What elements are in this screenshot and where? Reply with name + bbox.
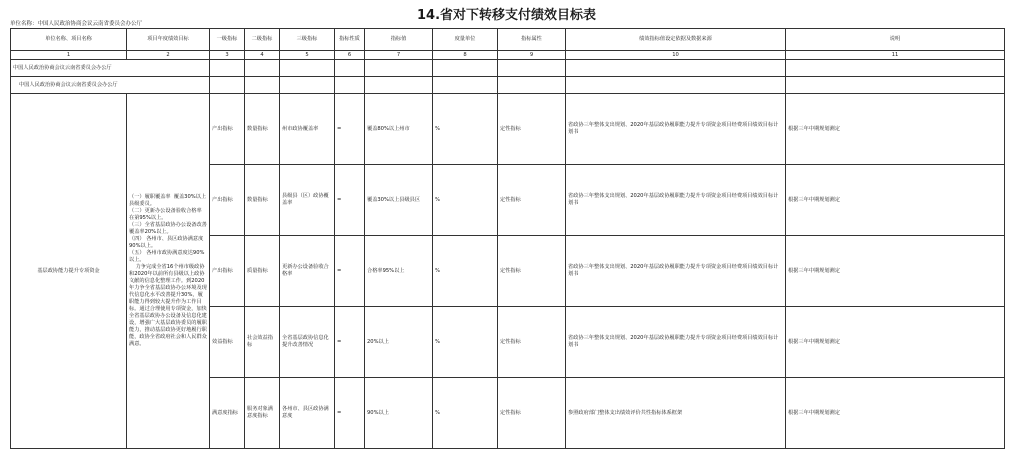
- page-title: 14.省对下转移支付绩效目标表: [416, 8, 597, 23]
- remark: 根据三年中期规划测定: [786, 165, 1005, 236]
- level1-indicator: 产出指标: [210, 165, 245, 236]
- indicator-value: 覆盖30%以上县级县区: [365, 165, 433, 236]
- basis-source: 省政协三年整体支出规划、2020年基层政协履职能力提升专项资金项目经费项目绩效目标计划书: [566, 236, 786, 307]
- remark: 根据三年中期规划测定: [786, 94, 1005, 165]
- indicator-nature: =: [335, 165, 365, 236]
- project-name: 基层政协能力提升专项资金: [11, 94, 127, 449]
- header-cell: 项目年度绩效目标: [127, 29, 210, 51]
- level1-indicator: 产出指标: [210, 94, 245, 165]
- indicator-value: 90%以上: [365, 378, 433, 449]
- basis-source: 省政协三年整体支出规划、2020年基层政协履职能力提升专项资金项目经费项目绩效目标计划书: [566, 307, 786, 378]
- indicator-attribute: 定性指标: [498, 307, 566, 378]
- column-number: 5: [280, 51, 335, 60]
- column-number: 10: [566, 51, 786, 60]
- header-cell: 二级指标: [245, 29, 280, 51]
- indicator-nature: =: [335, 307, 365, 378]
- indicator-attribute: 定性指标: [498, 165, 566, 236]
- header-cell: 指标属性: [498, 29, 566, 51]
- level3-indicator: 更新办公设备验收合格率: [280, 236, 335, 307]
- measure-unit: %: [433, 94, 498, 165]
- header-cell: 度量单位: [433, 29, 498, 51]
- measure-unit: %: [433, 236, 498, 307]
- indicator-value: 20%以上: [365, 307, 433, 378]
- remark: 根据三年中期规划测定: [786, 307, 1005, 378]
- column-number: 11: [786, 51, 1005, 60]
- column-number: 6: [335, 51, 365, 60]
- measure-unit: %: [433, 378, 498, 449]
- org-row: [11, 77, 1005, 94]
- level2-indicator: 社会效益指标: [245, 307, 280, 378]
- indicator-attribute: 定性指标: [498, 236, 566, 307]
- level2-indicator: 数量指标: [245, 94, 280, 165]
- header-cell: 绩效指标值设定依据及数据来源: [566, 29, 786, 51]
- basis-source: 省政协三年整体支出规划、2020年基层政协履职能力提升专项资金项目经费项目绩效目标计划书: [566, 165, 786, 236]
- header-cell: 说明: [786, 29, 1005, 51]
- level1-indicator: 效益指标: [210, 307, 245, 378]
- table-row: [11, 94, 1005, 165]
- header-cell: 指标值: [365, 29, 433, 51]
- level2-indicator: 服务对象满意度指标: [245, 378, 280, 449]
- basis-source: 省政协三年整体支出规划、2020年基层政协履职能力提升专项资金项目经费项目绩效目标计划书: [566, 94, 786, 165]
- column-number: 8: [433, 51, 498, 60]
- level3-indicator: 全省基层政协信息化提升改善情况: [280, 307, 335, 378]
- column-number: 9: [498, 51, 566, 60]
- org-name: 中国人民政治协商会议云南省委员会办公厅: [11, 60, 210, 77]
- header-cell: 指标性质: [335, 29, 365, 51]
- level3-indicator: 州市政协覆盖率: [280, 94, 335, 165]
- column-number: 3: [210, 51, 245, 60]
- org-name: 中国人民政治协商会议云南省委员会办公厅: [11, 77, 210, 94]
- measure-unit: %: [433, 165, 498, 236]
- level3-indicator: 县级县（区）政协覆盖率: [280, 165, 335, 236]
- header-cell: 一级指标: [210, 29, 245, 51]
- column-number: 7: [365, 51, 433, 60]
- org-row: [11, 60, 1005, 77]
- level3-indicator: 各州市、县区政协满意度: [280, 378, 335, 449]
- level1-indicator: 满意度指标: [210, 378, 245, 449]
- header-cell: 三级指标: [280, 29, 335, 51]
- column-number: 4: [245, 51, 280, 60]
- level2-indicator: 质量指标: [245, 236, 280, 307]
- remark: 根据三年中期规划测定: [786, 378, 1005, 449]
- header-row: [11, 29, 1005, 51]
- indicator-value: 合格率95%以上: [365, 236, 433, 307]
- remark: 根据三年中期规划测定: [786, 236, 1005, 307]
- column-number: 2: [127, 51, 210, 60]
- column-number-row: [11, 51, 1005, 60]
- unit-name-line: 单位名称：中国人民政治协商会议云南省委员会办公厅: [10, 21, 143, 27]
- header-cell: 单位名称、项目名称: [11, 29, 127, 51]
- indicator-attribute: 定性指标: [498, 94, 566, 165]
- column-number: 1: [11, 51, 127, 60]
- performance-target-table: [10, 28, 1005, 449]
- measure-unit: %: [433, 307, 498, 378]
- indicator-nature: =: [335, 94, 365, 165]
- annual-goal: （一）履职覆盖率 覆盖30%以上县级委员。 （二）更新办公设备验收合格率 在第95%以上。 （三）全省基层政协办公设备改善覆盖率20%以上。 （四） 各州市、县区政协满意度90%以上。 （五） 各州市政协满意度达90%以上。 力争完成全省16个州市级政协和2020年以前所有县级以上政协文献的信息化整理工作。到2020年力争全省基层政协办公环境及现代信息化水平改善提升30%，履职能力得到较大提升作为工作目标。通过合理使用专项资金，加快全省基层政协办公设备及信息化建设，增强广大基层政协委员的履职能力，推动基层政协更好地履行职能，政协全省政府社会和人民群众满意。: [127, 94, 210, 449]
- level2-indicator: 数量指标: [245, 165, 280, 236]
- indicator-value: 覆盖80%以上州市: [365, 94, 433, 165]
- indicator-nature: =: [335, 378, 365, 449]
- indicator-nature: =: [335, 236, 365, 307]
- level1-indicator: 产出指标: [210, 236, 245, 307]
- indicator-attribute: 定性指标: [498, 378, 566, 449]
- basis-source: 参照政府部门整体支出绩效评价共性指标体系框架: [566, 378, 786, 449]
